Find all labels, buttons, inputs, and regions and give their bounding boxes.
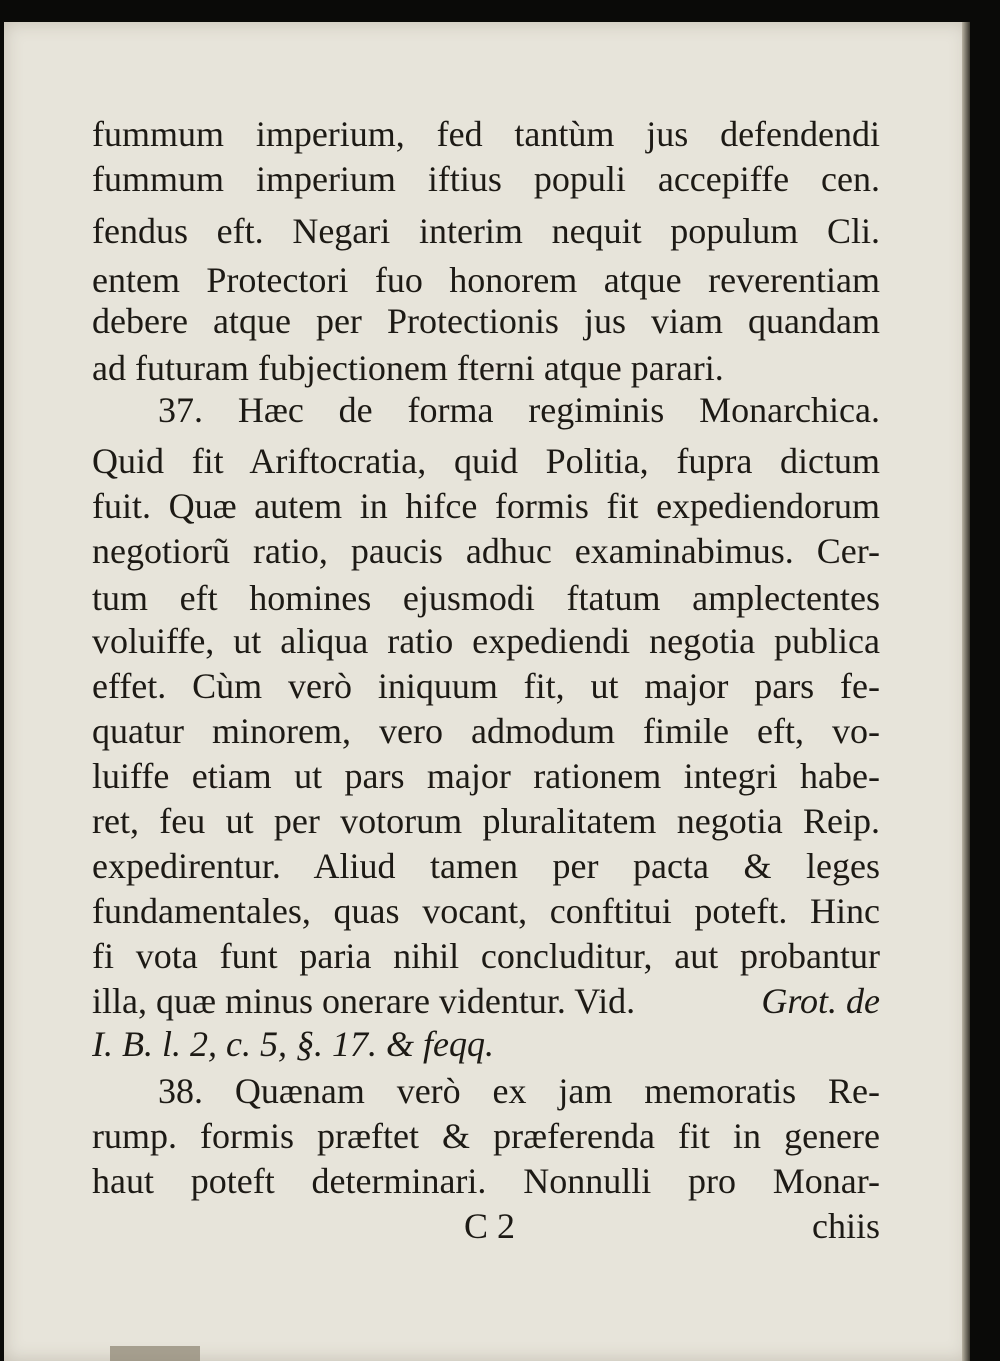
text-line-16: ret, feu ut per votorum pluralitatem negotia Reip. (92, 801, 880, 841)
paragraph-37-start: 37. Hæc de forma regiminis Monarchica. (158, 390, 880, 430)
text-line-23: rump. formis præftet & præferenda fit in genere (92, 1116, 880, 1156)
text-line-8: Quid fit Ariftocratia, quid Politia, fupra dictum (92, 441, 880, 481)
text-line-2: fummum imperium iftius populi accepiffe cen. (92, 159, 880, 199)
text-line-3: fendus eft. Negari interim nequit populum Cli. (92, 211, 880, 251)
citation-reference: I. B. l. 2, c. 5, §. 17. & feqq. (92, 1024, 494, 1064)
signature-mark: C 2 (464, 1206, 516, 1246)
catchword: chiis (812, 1206, 880, 1246)
text-line-15: luiffe etiam ut pars major rationem integri habe- (92, 756, 880, 796)
text-line-9: fuit. Quæ autem in hifce formis fit expediendorum (92, 486, 880, 526)
text-line-20-main: illa, quæ minus onerare videntur. Vid. (92, 981, 636, 1021)
text-line-19: fi vota funt paria nihil concluditur, aut probantur (92, 936, 880, 976)
text-line-6: ad futuram fubjectionem fterni atque parari. (92, 348, 724, 388)
text-line-12: voluiffe, ut aliqua ratio expediendi negotia publica (92, 621, 880, 661)
bottom-margin-scrap (110, 1346, 200, 1361)
text-line-10: negotiorũ ratio, paucis adhuc examinabimus. Cer- (92, 531, 880, 571)
text-line-13: effet. Cùm verò iniquum fit, ut major pars fe- (92, 666, 880, 706)
paragraph-38-start: 38. Quænam verò ex jam memoratis Re- (158, 1071, 880, 1111)
page-edge-shadow (962, 22, 970, 1361)
text-line-1: fummum imperium, fed tantùm jus defendendi (92, 114, 880, 154)
text-line-14: quatur minorem, vero admodum fimile eft, vo- (92, 711, 880, 751)
text-line-4: entem Protectori fuo honorem atque reverentiam (92, 260, 880, 300)
text-line-17: expedirentur. Aliud tamen per pacta & leges (92, 846, 880, 886)
text-line-5: debere atque per Protectionis jus viam quandam (92, 301, 880, 341)
text-line-18: fundamentales, quas vocant, conftitui poteft. Hinc (92, 891, 880, 931)
text-line-24: haut poteft determinari. Nonnulli pro Monar- (92, 1161, 880, 1201)
citation-grotius: Grot. de (761, 981, 880, 1021)
text-line-11: tum eft homines ejusmodi ftatum amplectentes (92, 578, 880, 618)
text-line-20 (92, 977, 880, 1025)
